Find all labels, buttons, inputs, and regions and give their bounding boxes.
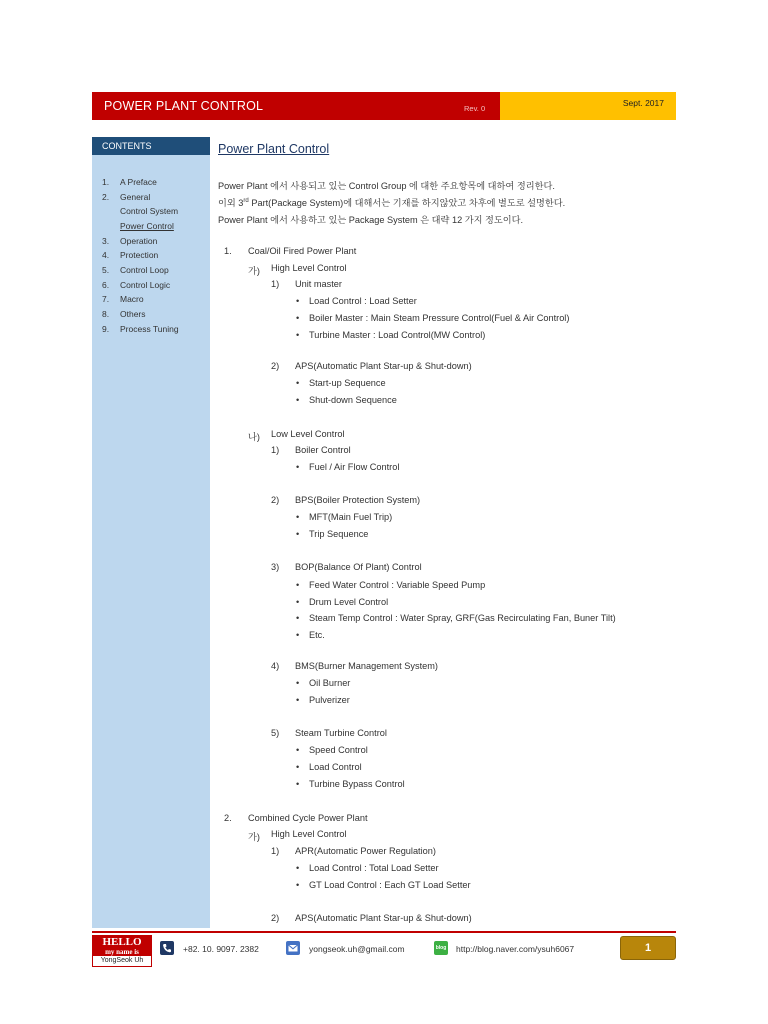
email-link[interactable]: yongseok.uh@gmail.com — [309, 944, 405, 954]
item-title: BMS(Burner Management System) — [295, 661, 438, 671]
item-title: APS(Automatic Plant Star-up & Shut-down) — [295, 361, 472, 371]
contents-heading: CONTENTS — [92, 137, 210, 155]
section-title: Combined Cycle Power Plant — [248, 813, 368, 823]
phone-number[interactable]: +82. 10. 9097. 2382 — [183, 944, 259, 954]
bullet-item: • Start-up Sequence — [309, 378, 386, 388]
item-number: 1) — [271, 279, 280, 289]
page-title: Power Plant Control — [218, 142, 330, 156]
bullet-item: • Load Control : Load Setter — [309, 296, 417, 306]
subsection-marker: 가) — [248, 832, 260, 842]
bullet-item: • Feed Water Control : Variable Speed Pump — [309, 580, 485, 590]
section-title: Coal/Oil Fired Power Plant — [248, 246, 357, 256]
item-title: Unit master — [295, 279, 342, 289]
subsection-marker: 가) — [248, 266, 260, 276]
page-number-badge: 1 — [620, 936, 676, 960]
bullet-item: • GT Load Control : Each GT Load Setter — [309, 880, 471, 890]
subsection-title: High Level Control — [271, 263, 347, 273]
header-date: Sept. 2017 — [622, 98, 664, 108]
bullet-item: • MFT(Main Fuel Trip) — [309, 512, 392, 522]
item-title: APR(Automatic Power Regulation) — [295, 846, 436, 856]
section-number: 2. — [224, 813, 232, 823]
blog-link[interactable]: http://blog.naver.com/ysuh6067 — [456, 944, 575, 954]
item-title: BOP(Balance Of Plant) Control — [295, 562, 422, 572]
section-number: 1. — [224, 246, 232, 256]
item-title: APS(Automatic Plant Star-up & Shut-down) — [295, 913, 472, 923]
bullet-item: • Load Control : Total Load Setter — [309, 863, 439, 873]
subsection-marker: 나) — [248, 432, 260, 442]
bullet-item: • Pulverizer — [309, 695, 350, 705]
bullet-item: • Trip Sequence — [309, 529, 368, 539]
item-number: 4) — [271, 661, 280, 671]
subsection-title: High Level Control — [271, 829, 347, 839]
contents-sidebar: CONTENTS 1. A Preface 2. General Control System Power Control 3. Operation 4. Protection 5. Control Loop 6. Control Logic 7. Macro 8. Others 9. Process Tuning — [92, 137, 210, 928]
blog-icon: blog — [434, 941, 448, 955]
email-icon — [286, 941, 300, 955]
bullet-item: • Boiler Master : Main Steam Pressure Control(Fuel & Air Control) — [309, 313, 569, 323]
item-title: Steam Turbine Control — [295, 728, 387, 738]
item-number: 2) — [271, 495, 280, 505]
intro-line-1: Power Plant 에서 사용되고 있는 Control Group 에 대한 주요항목에 대하여 정리한다. — [218, 181, 555, 191]
bullet-item: • Etc. — [309, 630, 325, 640]
item-number: 2) — [271, 361, 280, 371]
header-title: POWER PLANT CONTROL — [104, 99, 264, 113]
bullet-item: • Turbine Bypass Control — [309, 779, 405, 789]
hello-name-logo: HELLO my name is YongSeok Uh — [92, 935, 152, 967]
bullet-item: • Turbine Master : Load Control(MW Control) — [309, 330, 485, 340]
bullet-item: • Drum Level Control — [309, 597, 388, 607]
intro-line-2: 이외 3rd Part(Package System)에 대해서는 기재를 하지않았고 차후에 별도로 설명한다. — [218, 197, 566, 208]
bullet-item: • Shut-down Sequence — [309, 395, 397, 405]
header-revision: Rev. 0 — [464, 104, 486, 113]
page-header — [92, 92, 676, 120]
subsection-title: Low Level Control — [271, 429, 345, 439]
intro-line-3: Power Plant 에서 사용하고 있는 Package System 은 대략 12 가지 정도이다. — [218, 215, 524, 225]
item-number: 1) — [271, 445, 280, 455]
footer-divider — [92, 931, 676, 933]
item-number: 5) — [271, 728, 280, 738]
bullet-item: • Speed Control — [309, 745, 368, 755]
bullet-item: • Load Control — [309, 762, 362, 772]
bullet-item: • Oil Burner — [309, 678, 350, 688]
phone-icon — [160, 941, 174, 955]
item-title: Boiler Control — [295, 445, 351, 455]
item-title: BPS(Boiler Protection System) — [295, 495, 421, 505]
bullet-item: • Fuel / Air Flow Control — [309, 462, 399, 472]
item-number: 3) — [271, 562, 280, 572]
bullet-item: • Steam Temp Control : Water Spray, GRF(Gas Recirculating Fan, Buner Tilt) — [309, 613, 616, 623]
item-number: 1) — [271, 846, 280, 856]
item-number: 2) — [271, 913, 280, 923]
